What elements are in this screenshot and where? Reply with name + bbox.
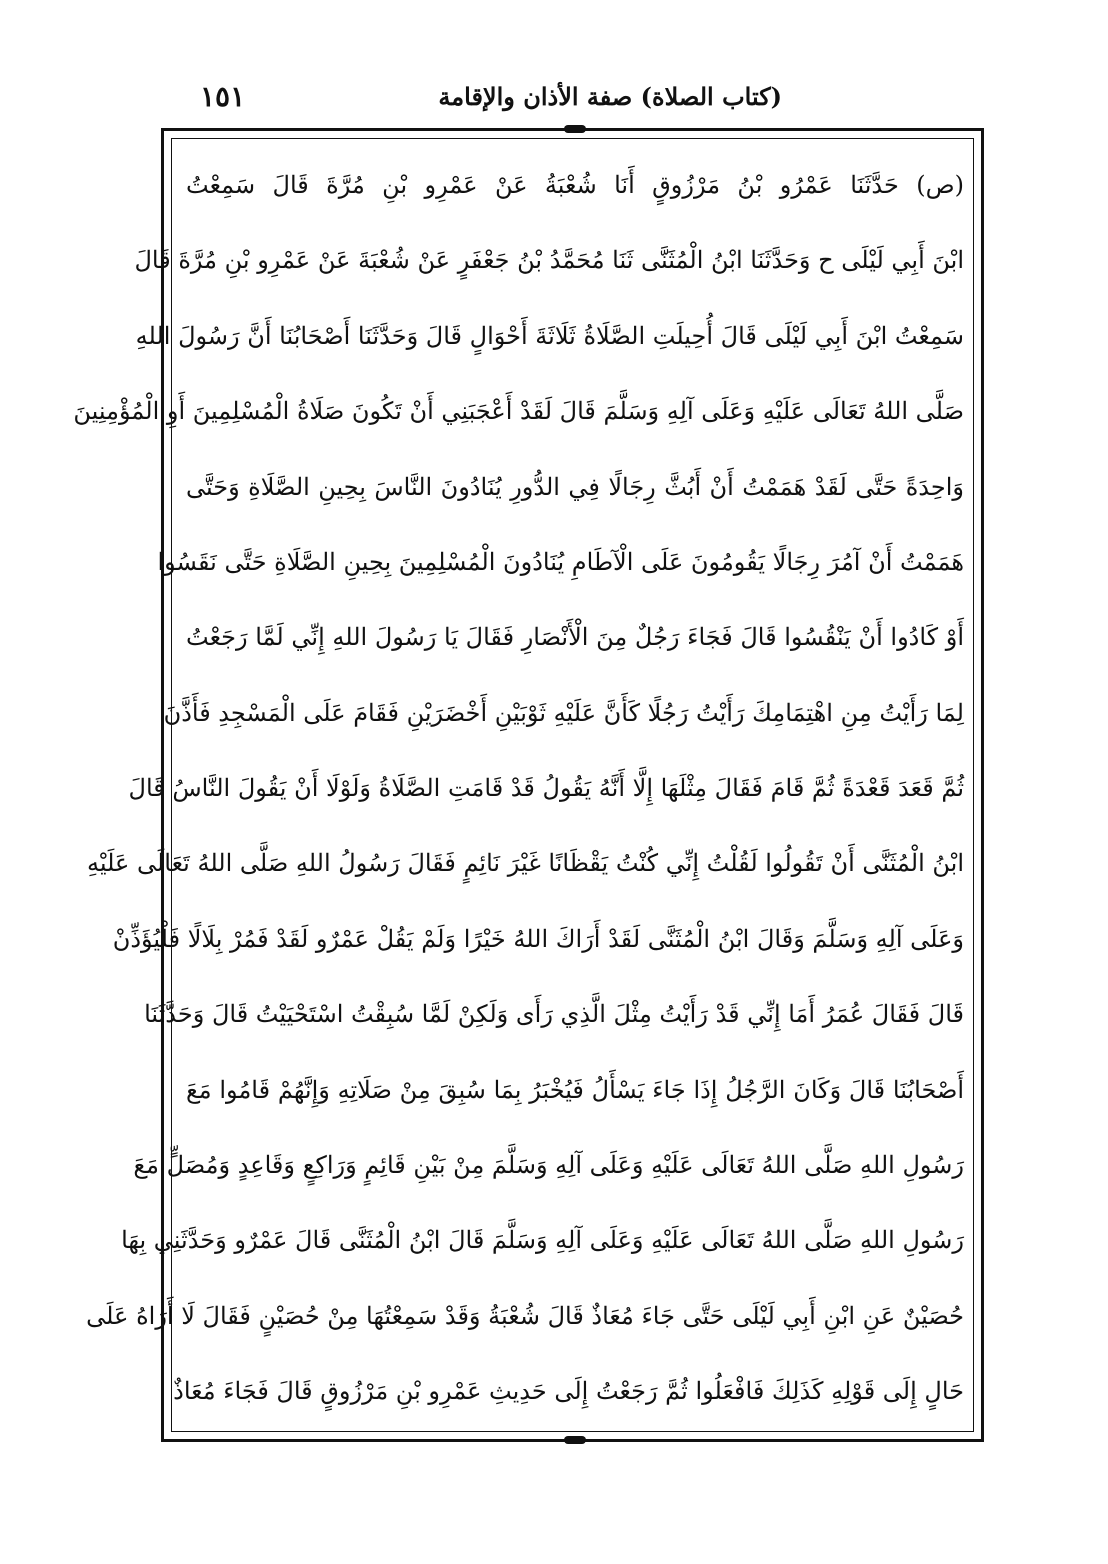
frame-bottom-ornament xyxy=(564,1436,586,1444)
text-line-5: وَاحِدَةً حَتَّى لَقَدْ هَمَمْتُ أَنْ أَبُثَّ رِجَالًا فِي الدُّورِ يُنَادُونَ النَّاسَ بِحِينِ الصَّلَاةِ وَحَتَّى xyxy=(186,472,964,501)
text-line-2: ابْنَ أَبِي لَيْلَى ح وَحَدَّثَنَا ابْنُ الْمُثَنَّى ثَنَا مُحَمَّدُ بْنُ جَعْفَرٍ عَنْ شُعْبَةَ عَنْ عَمْرِو بْنِ مُرَّةَ قَالَ xyxy=(134,246,964,275)
text-line-8: لِمَا رَأَيْتُ مِنِ اهْتِمَامِكَ رَأَيْتُ رَجُلًا كَأَنَّ عَلَيْهِ ثَوْبَيْنِ أَخْضَرَيْنِ فَقَامَ عَلَى الْمَسْجِدِ فَأَذَّنَ xyxy=(163,698,964,727)
text-line-14: رَسُولِ اللهِ صَلَّى اللهُ تَعَالَى عَلَيْهِ وَعَلَى آلِهِ وَسَلَّمَ مِنْ بَيْنِ قَائِمٍ وَرَاكِعٍ وَقَاعِدٍ وَمُصَلٍّ مَعَ xyxy=(133,1150,964,1179)
text-line-7: أَوْ كَادُوا أَنْ يَنْقُسُوا قَالَ فَجَاءَ رَجُلٌ مِنَ الْأَنْصَارِ فَقَالَ يَا رَسُولَ اللهِ إِنِّي لَمَّا رَجَعْتُ xyxy=(186,623,964,652)
frame-top-ornament xyxy=(564,125,586,133)
text-line-1: (ص) حَدَّثَنَا عَمْرُو بْنُ مَرْزُوقٍ أَنَا شُعْبَةُ عَنْ عَمْرِو بْنِ مُرَّةَ قَالَ سَمِعْتُ xyxy=(186,171,964,199)
text-line-9: ثُمَّ قَعَدَ قَعْدَةً ثُمَّ قَامَ فَقَالَ مِثْلَهَا إِلَّا أَنَّهُ يَقُولُ قَدْ قَامَتِ الصَّلَاةُ وَلَوْلَا أَنْ يَقُولَ النَّاسُ قَالَ xyxy=(128,774,964,802)
text-line-6: هَمَمْتُ أَنْ آمُرَ رِجَالًا يَقُومُونَ عَلَى الْآطَامِ يُنَادُونَ الْمُسْلِمِينَ بِحِينِ الصَّلَاةِ حَتَّى نَقَسُوا xyxy=(157,547,964,576)
text-line-11: وَعَلَى آلِهِ وَسَلَّمَ وَقَالَ ابْنُ الْمُثَنَّى لَقَدْ أَرَاكَ اللهُ خَيْرًا وَلَمْ يَقُلْ عَمْرٌو لَقَدْ فَمُرْ بِلَالًا فَلْيُؤَذِّنْ xyxy=(112,924,964,953)
chapter-title: (كتاب الصلاة) صفة الأذان والإقامة xyxy=(438,82,782,111)
page-number: ١٥١ xyxy=(200,80,246,113)
text-line-16: حُصَيْنٌ عَنِ ابْنِ أَبِي لَيْلَى حَتَّى جَاءَ مُعَاذٌ قَالَ شُعْبَةُ وَقَدْ سَمِعْتُهَا مِنْ حُصَيْنٍ فَقَالَ لَا أَرَاهُ عَلَى xyxy=(86,1301,964,1330)
text-line-10: ابْنُ الْمُثَنَّى أَنْ تَقُولُوا لَقُلْتُ إِنِّي كُنْتُ يَقْظَانًا غَيْرَ نَائِمٍ فَقَالَ رَسُولُ اللهِ صَلَّى اللهُ تَعَالَى عَلَيْهِ xyxy=(86,849,964,878)
text-line-3: سَمِعْتُ ابْنَ أَبِي لَيْلَى قَالَ أُحِيلَتِ الصَّلَاةُ ثَلَاثَةَ أَحْوَالٍ قَالَ وَحَدَّثَنَا أَصْحَابُنَا أَنَّ رَسُولَ اللهِ xyxy=(135,321,964,350)
text-line-12: قَالَ فَقَالَ عُمَرُ أَمَا إِنِّي قَدْ رَأَيْتُ مِثْلَ الَّذِي رَأَى وَلَكِنْ لَمَّا سُبِقْتُ اسْتَحْيَيْتُ قَالَ وَحَدَّثَنَا xyxy=(144,1000,964,1029)
text-line-4: صَلَّى اللهُ تَعَالَى عَلَيْهِ وَعَلَى آلِهِ وَسَلَّمَ قَالَ لَقَدْ أَعْجَبَنِي أَنْ تَكُونَ صَلَاةُ الْمُسْلِمِينَ أَوِ الْمُؤْمِنِينَ xyxy=(73,397,964,426)
hadith-text-body xyxy=(73,152,965,1424)
text-line-17: حَالٍ إِلَى قَوْلِهِ كَذَلِكَ فَافْعَلُوا ثُمَّ رَجَعْتُ إِلَى حَدِيثِ عَمْرِو بْنِ مَرْزُوقٍ قَالَ فَجَاءَ مُعَاذٌ xyxy=(173,1377,964,1405)
page-header xyxy=(170,82,992,122)
text-line-13: أَصْحَابُنَا قَالَ وَكَانَ الرَّجُلُ إِذَا جَاءَ يَسْأَلُ فَيُخْبَرُ بِمَا سُبِقَ مِنْ صَلَاتِهِ وَإِنَّهُمْ قَامُوا مَعَ xyxy=(186,1075,965,1104)
text-line-15: رَسُولِ اللهِ صَلَّى اللهُ تَعَالَى عَلَيْهِ وَعَلَى آلِهِ وَسَلَّمَ قَالَ ابْنُ الْمُثَنَّى قَالَ عَمْرٌو وَحَدَّثَنِي بِهَا xyxy=(121,1226,964,1255)
